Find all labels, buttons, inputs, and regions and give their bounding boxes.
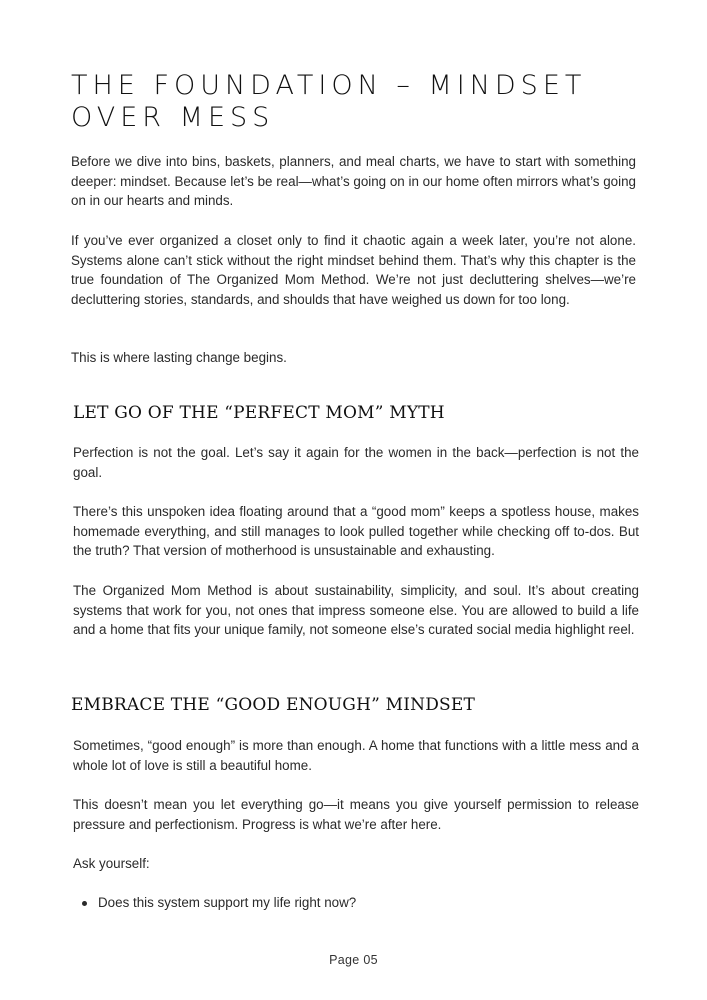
page-number: Page 05: [329, 953, 378, 967]
section2-paragraph-2: This doesn’t mean you let everything go—it means you give yourself permission to release pressure and perfectionism. Progress is what we’re after here.: [73, 797, 639, 832]
list-item-text: Does this system support my life right now?: [98, 895, 357, 910]
section2-paragraph-3: Ask yourself:: [73, 856, 150, 871]
section2-paragraph-1: Sometimes, “good enough” is more than enough. A home that functions with a little mess and a whole lot of love is still a beautiful home.: [73, 738, 639, 773]
section-heading-perfect-mom-myth: LET GO OF THE “PERFECT MOM” MYTH: [73, 403, 445, 423]
page-title: THE FOUNDATION – MINDSET OVER MESS: [71, 70, 587, 133]
list-item: [73, 893, 639, 913]
bullet-icon: [82, 901, 87, 906]
intro-paragraph-3: This is where lasting change begins.: [71, 350, 287, 365]
section1-paragraph-3: The Organized Mom Method is about sustainability, simplicity, and soul. It’s about creating systems that work for you, not ones that impress someone else. You are allowed to build a life and a home that fits your unique family, not someone else’s curated social media highlight reel.: [73, 583, 639, 638]
intro-paragraph-1: Before we dive into bins, baskets, planners, and meal charts, we have to start with something deeper: mindset. Because let’s be real—what’s going on in our home often mirrors what’s going on in our hearts and minds.: [71, 154, 636, 209]
section1-paragraph-2: There’s this unspoken idea floating around that a “good mom” keeps a spotless house, makes homemade everything, and still manages to look pulled together while checking off to-dos. But the truth? That version of motherhood is unsustainable and exhausting.: [73, 504, 639, 559]
section1-paragraph-1: Perfection is not the goal. Let’s say it again for the women in the back—perfection is not the goal.: [73, 445, 639, 480]
intro-paragraph-2: If you’ve ever organized a closet only to find it chaotic again a week later, you’re not alone. Systems alone can’t stick without the right mindset behind them. That’s why this chapter is the true foundation of The Organized Mom Method. We’re not just decluttering shelves—we’re decluttering stories, standards, and shoulds that have weighed us down for too long.: [71, 233, 636, 307]
section-heading-good-enough-mindset: EMBRACE THE “GOOD ENOUGH” MINDSET: [71, 695, 476, 715]
question-list: [73, 893, 639, 913]
